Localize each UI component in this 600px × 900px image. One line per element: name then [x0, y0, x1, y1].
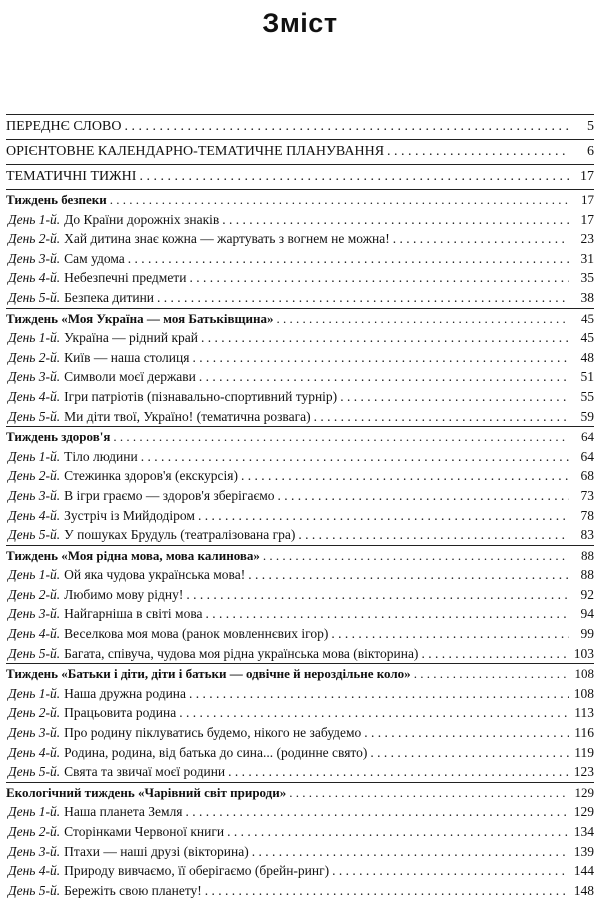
entry-title: Бережіть свою планету! [64, 882, 202, 898]
page-number: 31 [580, 250, 594, 266]
toc-day-row [6, 585, 594, 605]
toc-day-row [6, 506, 594, 526]
page-number: 123 [573, 764, 594, 780]
entry-title: Ми діти твої, Україно! (тематична розвага) [64, 408, 311, 424]
page-number: 45 [580, 330, 594, 346]
page-number: 17 [580, 211, 594, 227]
toc-day-row [6, 861, 594, 881]
page-number: 88 [580, 567, 594, 583]
page-number: 134 [573, 824, 594, 839]
toc-day-row [6, 644, 594, 664]
toc-week-heading [6, 783, 594, 803]
toc-day-row [6, 525, 594, 545]
day-number: День 3-й. [8, 369, 61, 385]
toc-day-row [6, 486, 594, 506]
entry-title: До Країни дорожніх знаків [64, 211, 220, 227]
toc-day-row [6, 249, 594, 269]
dot-leader [189, 684, 569, 704]
toc-day-row [6, 466, 594, 486]
page-number: 113 [574, 705, 594, 721]
entry-title: ТЕМАТИЧНІ ТИЖНІ [6, 169, 137, 184]
day-number: День 3-й. [8, 250, 61, 266]
dot-leader [179, 703, 569, 723]
dot-leader [157, 288, 569, 308]
page-number: 148 [573, 882, 594, 898]
toc-day-row [6, 328, 594, 348]
dot-leader [189, 268, 569, 288]
dot-leader [364, 723, 569, 743]
dot-leader [113, 427, 569, 447]
entry-title: Ой яка чудова українська мова! [64, 567, 246, 583]
page-number: 45 [581, 310, 594, 326]
dot-leader [199, 367, 569, 387]
entry-title: Працьовита родина [64, 705, 177, 721]
entry-title: Про родину піклуватись будемо, нікого не забудемо [64, 725, 362, 741]
page-number: 73 [580, 487, 594, 503]
page-number: 35 [580, 270, 594, 286]
page-number: 116 [574, 725, 594, 741]
entry-title: Сторінками Червоної книги [64, 824, 225, 839]
entry-title: Любимо мову рідну! [64, 586, 184, 602]
day-number: День 1-й. [8, 567, 61, 583]
page-number: 94 [580, 606, 594, 622]
dot-leader [128, 249, 569, 269]
dot-leader [241, 466, 569, 486]
toc-week-heading [6, 546, 594, 566]
page-number: 5 [587, 119, 594, 134]
page-number: 64 [581, 429, 594, 445]
dot-leader [228, 762, 569, 782]
entry-title: Свята та звичаї моєї родини [64, 764, 226, 780]
entry-title: Багата, співуча, чудова моя рідна українська мова (вікторина) [64, 645, 419, 661]
page-number: 129 [574, 784, 594, 800]
dot-leader [139, 165, 569, 189]
entry-title: В ігри граємо — здоров'я зберігаємо [64, 487, 275, 503]
day-number: День 4-й. [8, 744, 61, 760]
toc-day-row [6, 367, 594, 387]
day-number: День 2-й. [8, 824, 61, 839]
dot-leader [263, 546, 569, 566]
entry-title: Птахи — наші друзі (вікторина) [64, 843, 249, 859]
dot-leader [289, 783, 569, 803]
page-number: 92 [580, 586, 594, 602]
dot-leader [198, 506, 569, 526]
dot-leader [370, 743, 569, 763]
toc-day-row [6, 842, 594, 862]
dot-leader [186, 585, 569, 605]
toc-day-row [6, 684, 594, 704]
dot-leader [206, 604, 569, 624]
day-number: День 1-й. [8, 330, 61, 346]
day-number: День 2-й. [8, 586, 61, 602]
entry-title: ОРІЄНТОВНЕ КАЛЕНДАРНО-ТЕМАТИЧНЕ ПЛАНУВАННЯ [6, 144, 385, 159]
entry-title: Безпека дитини [64, 289, 155, 305]
toc-day-row [6, 210, 594, 230]
page-number: 17 [580, 169, 594, 184]
entry-title: У пошуках Брудуль (театралізована гра) [64, 527, 296, 543]
day-number: День 5-й. [8, 882, 61, 898]
dot-leader [421, 644, 569, 664]
page-number: 38 [580, 289, 594, 305]
toc-day-row [6, 268, 594, 288]
entry-title: Найгарніша в світі мова [64, 606, 203, 622]
entry-title: Тиждень «Моя Україна — моя Батьківщина» [6, 310, 274, 326]
toc-day-row [6, 387, 594, 407]
day-number: День 5-й. [8, 645, 61, 661]
toc-day-row [6, 565, 594, 585]
entry-title: Київ — наша столиця [64, 349, 190, 365]
page-number: 139 [573, 843, 594, 859]
toc-day-row [6, 822, 594, 842]
entry-title: ПЕРЕДНЄ СЛОВО [6, 119, 122, 134]
entry-title: Родина, родина, від батька до сина... (родинне свято) [64, 744, 368, 760]
toc-day-row [6, 802, 594, 822]
toc-day-row [6, 407, 594, 427]
toc-week-heading [6, 190, 594, 210]
toc-day-row [6, 348, 594, 368]
entry-title: Тиждень «Батьки і діти, діти і батьки — одвічне й нероздільне коло» [6, 666, 411, 682]
toc-section-row [6, 115, 594, 139]
entry-title: Наша планета Земля [64, 804, 183, 820]
entry-title: Небезпечні предмети [64, 270, 187, 286]
dot-leader [298, 525, 569, 545]
day-number: День 5-й. [8, 289, 61, 305]
dot-leader [141, 447, 569, 467]
dot-leader [332, 861, 569, 881]
entry-title: Екологічний тиждень «Чарівний світ природи» [6, 784, 287, 800]
dot-leader [248, 565, 569, 585]
dot-leader [222, 210, 569, 230]
toc-day-row [6, 723, 594, 743]
dot-leader [393, 229, 569, 249]
entry-title: Сам удома [64, 250, 125, 266]
dot-leader [331, 624, 569, 644]
entry-title: Ігри патріотів (пізнавально-спортивний турнір) [64, 388, 338, 404]
page-title: Зміст [262, 8, 338, 38]
dot-leader [192, 348, 569, 368]
day-number: День 5-й. [8, 527, 61, 543]
toc-day-row [6, 447, 594, 467]
page-number: 59 [580, 408, 594, 424]
day-number: День 3-й. [8, 606, 61, 622]
dot-leader [205, 881, 569, 900]
entry-title: Тиждень безпеки [6, 192, 107, 207]
day-number: День 3-й. [8, 843, 61, 859]
toc-section-row [6, 165, 594, 189]
table-of-contents [6, 114, 594, 900]
day-number: День 5-й. [8, 408, 61, 424]
day-number: День 1-й. [8, 211, 61, 227]
entry-title: Веселкова моя мова (ранок мовленнєвих ігор) [64, 626, 329, 642]
day-number: День 2-й. [8, 468, 61, 484]
page-number: 129 [573, 804, 594, 820]
page-number: 55 [580, 388, 594, 404]
entry-title: Природу вивчаємо, її оберігаємо (брейн-ринг) [64, 863, 330, 879]
day-number: День 2-й. [8, 349, 61, 365]
day-number: День 4-й. [8, 626, 61, 642]
page-number: 108 [574, 666, 594, 682]
toc-week-heading [6, 427, 594, 447]
dot-leader [124, 115, 569, 139]
dot-leader [201, 328, 569, 348]
dot-leader [340, 387, 569, 407]
page-number: 23 [580, 231, 594, 247]
dot-leader [276, 309, 569, 329]
toc-day-row [6, 762, 594, 782]
page-number: 48 [580, 349, 594, 365]
page-number: 103 [573, 645, 594, 661]
page-number: 78 [580, 507, 594, 523]
dot-leader [252, 842, 569, 862]
page-number: 17 [581, 192, 594, 207]
entry-title: Тиждень здоров'я [6, 429, 111, 445]
toc-day-row [6, 288, 594, 308]
toc-day-row [6, 624, 594, 644]
entry-title: Зустріч із Мийдодіром [64, 507, 195, 523]
day-number: День 4-й. [8, 507, 61, 523]
day-number: День 5-й. [8, 764, 61, 780]
day-number: День 3-й. [8, 487, 61, 503]
day-number: День 2-й. [8, 705, 61, 721]
page-number: 99 [580, 626, 594, 642]
dot-leader [227, 822, 569, 842]
entry-title: Хай дитина знає кожна — жартувать з вогнем не можна! [64, 231, 390, 247]
toc-week-heading [6, 664, 594, 684]
dot-leader [110, 190, 569, 210]
toc-section-row [6, 140, 594, 164]
page-number: 108 [573, 685, 594, 701]
day-number: День 1-й. [8, 804, 61, 820]
entry-title: Тіло людини [64, 448, 138, 464]
dot-leader [314, 407, 569, 427]
day-number: День 4-й. [8, 270, 61, 286]
page-number: 6 [587, 144, 594, 159]
page-number: 51 [580, 369, 594, 385]
toc-day-row [6, 881, 594, 900]
day-number: День 4-й. [8, 388, 61, 404]
page-number: 64 [580, 448, 594, 464]
page-number: 144 [573, 863, 594, 879]
dot-leader [186, 802, 569, 822]
day-number: День 1-й. [8, 448, 61, 464]
page-number: 68 [580, 468, 594, 484]
day-number: День 4-й. [8, 863, 61, 879]
entry-title: Наша дружна родина [64, 685, 187, 701]
day-number: День 2-й. [8, 231, 61, 247]
entry-title: Україна — рідний край [64, 330, 199, 346]
toc-day-row [6, 703, 594, 723]
toc-day-row [6, 743, 594, 763]
toc-day-row [6, 604, 594, 624]
dot-leader [387, 140, 569, 164]
page-number: 83 [580, 527, 594, 543]
day-number: День 3-й. [8, 725, 61, 741]
toc-day-row [6, 229, 594, 249]
dot-leader [414, 664, 569, 684]
entry-title: Стежинка здоров'я (екскурсія) [64, 468, 239, 484]
toc-week-heading [6, 309, 594, 329]
day-number: День 1-й. [8, 685, 61, 701]
dot-leader [278, 486, 569, 506]
entry-title: Символи моєї держави [64, 369, 196, 385]
page-number: 119 [574, 744, 594, 760]
entry-title: Тиждень «Моя рідна мова, мова калинова» [6, 547, 260, 563]
page-number: 88 [581, 547, 594, 563]
